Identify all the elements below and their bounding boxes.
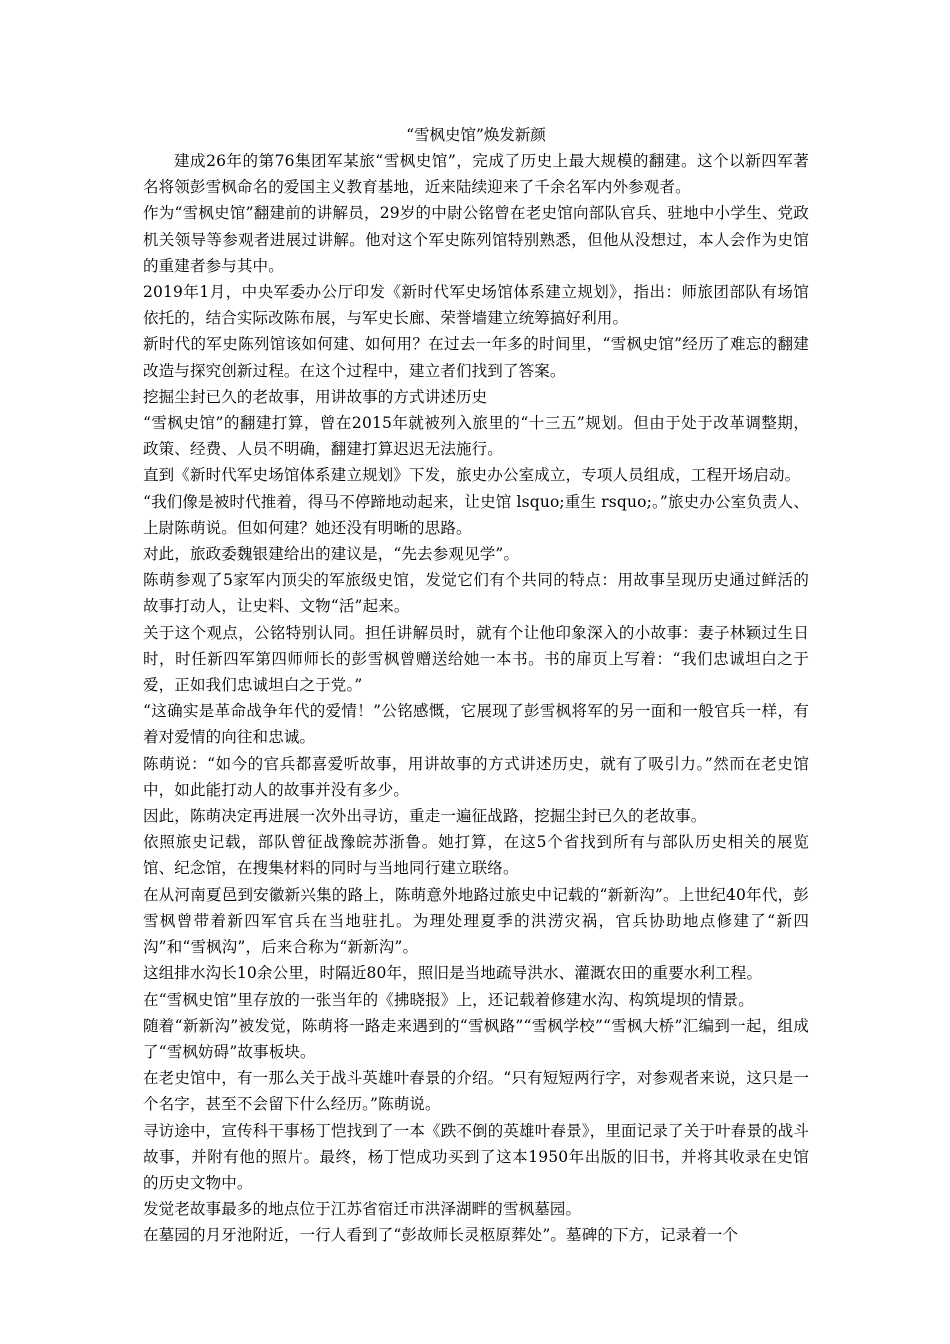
- paragraph: 寻访途中，宣传科干事杨丁恺找到了一本《跌不倒的英雄叶春景》，里面记录了关于叶春景的战斗故事，并附有他的照片。最终，杨丁恺成功买到了这本1950年出版的旧书，并将其收录在史馆的历史文物中。: [143, 1121, 809, 1192]
- paragraph: 2019年1月，中央军委办公厅印发《新时代军史场馆体系建立规划》，指出：师旅团部队有场馆依托的，结合实际改陈布展，与军史长廊、荣誉墙建立统筹搞好利用。: [143, 283, 809, 328]
- paragraph: 新时代的军史陈列馆该如何建、如何用？在过去一年多的时间里，“雪枫史馆”经历了难忘的翻建改造与探究创新过程。在这个过程中，建立者们找到了答案。: [143, 335, 809, 380]
- paragraph: 直到《新时代军史场馆体系建立规划》下发，旅史办公室成立，专项人员组成，工程开场启动。: [143, 466, 801, 485]
- paragraph: 依照旅史记载，部队曾征战豫皖苏浙鲁。她打算，在这5个省找到所有与部队历史相关的展览馆、纪念馆，在搜集材料的同时与当地同行建立联络。: [143, 833, 809, 878]
- paragraph: 在老史馆中，有一那么关于战斗英雄叶春景的介绍。“只有短短两行字，对参观者来说，这只是一个名字，甚至不会留下什么经历。”陈萌说。: [143, 1069, 809, 1114]
- document-title: “雪枫史馆”焕发新颜: [406, 126, 546, 144]
- paragraph: 作为“雪枫史馆”翻建前的讲解员，29岁的中尉公铭曾在老史馆向部队官兵、驻地中小学生、党政机关领导等参观者进展过讲解。他对这个军史陈列馆特别熟悉，但他从没想过，本人会作为史馆的重建者参与其中。: [143, 204, 809, 275]
- paragraph: 发觉老故事最多的地点位于江苏省宿迁市洪泽湖畔的雪枫墓园。: [143, 1200, 582, 1219]
- paragraph: 在“雪枫史馆”里存放的一张当年的《拂晓报》上，还记载着修建水沟、构筑堤坝的情景。: [143, 990, 754, 1009]
- paragraph: 随着“新新沟”被发觉，陈萌将一路走来遇到的“雪枫路”“雪枫学校”“雪枫大桥”汇编到一起，组成了“雪枫妨碍”故事板块。: [143, 1016, 809, 1061]
- paragraph: 因此，陈萌决定再进展一次外出寻访，重走一遍征战路，挖掘尘封已久的老故事。: [143, 807, 707, 826]
- paragraph: 关于这个观点，公铭特别认同。担任讲解员时，就有个让他印象深入的小故事：妻子林颖过生日时，时任新四军第四师师长的彭雪枫曾赠送给她一本书。书的扉页上写着：“我们忠诚坦白之于爱，正如我们忠诚坦白之于党。”: [143, 623, 809, 695]
- paragraph: “这确实是革命战争年代的爱情！”公铭感慨，它展现了彭雪枫将军的另一面和一般官兵一样，有着对爱情的向往和忠诚。: [143, 702, 809, 747]
- paragraph: 这组排水沟长10余公里，时隔近80年，照旧是当地疏导洪水、灌溉农田的重要水利工程。: [143, 964, 763, 983]
- paragraph: 陈萌参观了5家军内顶尖的军旅级史馆，发觉它们有个共同的特点：用故事呈现历史通过鲜活的故事打动人，让史料、文物“活”起来。: [143, 571, 809, 616]
- paragraph: 陈萌说：“如今的官兵都喜爱听故事，用讲故事的方式讲述历史，就有了吸引力。”然而在老史馆中，如此能打动人的故事并没有多少。: [143, 754, 809, 799]
- paragraph: “雪枫史馆”的翻建打算，曾在2015年就被列入旅里的“十三五”规划。但由于处于改革调整期，政策、经费、人员不明确，翻建打算迟迟无法施行。: [143, 414, 809, 459]
- paragraph: 对此，旅政委魏银建给出的建议是，“先去参观见学”。: [143, 545, 520, 564]
- section-heading: 挖掘尘封已久的老故事，用讲故事的方式讲述历史: [143, 387, 488, 406]
- paragraph: 在从河南夏邑到安徽新兴集的路上，陈萌意外地路过旅史中记载的“新新沟”。上世纪40年代，彭雪枫曾带着新四军官兵在当地驻扎。为理处理夏季的洪涝灾祸，官兵协助地点修建了“新四沟”和“雪枫沟”，后来合称为“新新沟”。: [143, 885, 809, 957]
- paragraph: “我们像是被时代推着，得马不停蹄地动起来，让史馆 lsquo;重生 rsquo;。”旅史办公室负责人、上尉陈萌说。但如何建？她还没有明晰的思路。: [143, 492, 809, 537]
- paragraph: 在墓园的月牙池附近，一行人看到了“彭故师长灵柩原葬处”。墓碑的下方，记录着一个: [143, 1226, 739, 1245]
- paragraph: 建成26年的第76集团军某旅“雪枫史馆”，完成了历史上最大规模的翻建。这个以新四军著名将领彭雪枫命名的爱国主义教育基地，近来陆续迎来了千余名军内外参观者。: [143, 152, 809, 197]
- document-page: [143, 122, 809, 1249]
